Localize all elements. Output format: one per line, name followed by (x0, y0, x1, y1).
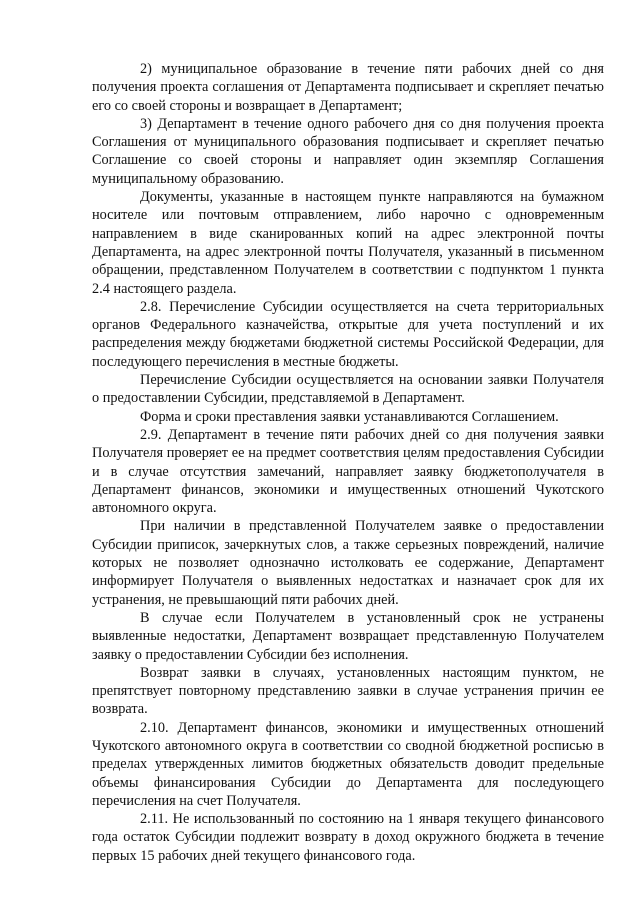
paragraph-department-signing: 3) Департамент в течение одного рабочего дня со дня получения проекта Соглашения от муниципального образования подписывает и скрепляет печатью Соглашение со своей стороны и направляет один экземпляр Соглашения муниципальному образованию. (92, 115, 604, 187)
paragraph-application-defects: При наличии в представленной Получателем заявке о предоставлении Субсидии приписок, зачеркнутых слов, а также серьезных повреждений, наличие которых не позволяет однозначно истолковать ее содержание, Департамент информирует Получателя о выявленных недостатках и назначает срок для их устранения, не превышающий пяти рабочих дней. (92, 518, 604, 608)
paragraph-transfer-basis: Перечисление Субсидии осуществляется на основании заявки Получателя о предоставлении Субсидии, представляемой в Департамент. (92, 372, 604, 407)
paragraph-2-9-application-check: 2.9. Департамент в течение пяти рабочих дней со дня получения заявки Получателя проверяет ее на предмет соответствия целям предоставления Субсидии и в случае отсутствия замечаний, направляет заявку бюджетополучателя в Департамент финансов, экономики и имущественных отношений Чукотского автономного округа. (92, 426, 604, 517)
paragraph-application-return: В случае если Получателем в установленный срок не устранены выявленные недостатки, Департамент возвращает представленную Получателем заявку о предоставлении Субсидии без исполнения. (92, 609, 604, 663)
paragraph-documents-delivery: Документы, указанные в настоящем пункте направляются на бумажном носителе или почтовым отправлением, либо нарочно с одновременным направлением в виде сканированных копий на адрес электронной почты Департамента, на адрес электронной почты Получателя, указанный в письменном обращении, представленном Получателем в соответствии с подпунктом 1 пункта 2.4 настоящего раздела. (92, 189, 604, 297)
paragraph-municipality-signing: 2) муниципальное образование в течение пяти рабочих дней со дня получения проекта соглашения от Департамента подписывает и скрепляет печатью его со своей стороны и возвращает в Департамент; (92, 61, 604, 114)
paragraph-2-11-unused-balance: 2.11. Не использованный по состоянию на 1 января текущего финансового года остаток Субсидии подлежит возврату в доход окружного бюджета в течение первых 15 рабочих дней текущего финансового года. (92, 811, 604, 864)
paragraph-2-10-financing-limits: 2.10. Департамент финансов, экономики и имущественных отношений Чукотского автономного округа в соответствии со сводной бюджетной росписью в пределах утвержденных лимитов бюджетных обязательств доводит предельные объемы финансирования Субсидии до Департамента для последующего перечисления на счет Получателя. (92, 719, 604, 809)
paragraph-application-form: Форма и сроки преставления заявки устанавливаются Соглашением. (140, 408, 559, 425)
paragraph-resubmission: Возврат заявки в случаях, установленных настоящим пунктом, не препятствует повторному представлению заявки в случае устранения причин ее возврата. (92, 664, 604, 718)
document-page (92, 60, 604, 865)
paragraph-2-8-transfer-accounts: 2.8. Перечисление Субсидии осуществляется на счета территориальных органов Федерального казначейства, открытые для учета поступлений и их распределения между бюджетами бюджетной системы Российской Федерации, для последующего перечисления в местные бюджеты. (92, 298, 604, 370)
